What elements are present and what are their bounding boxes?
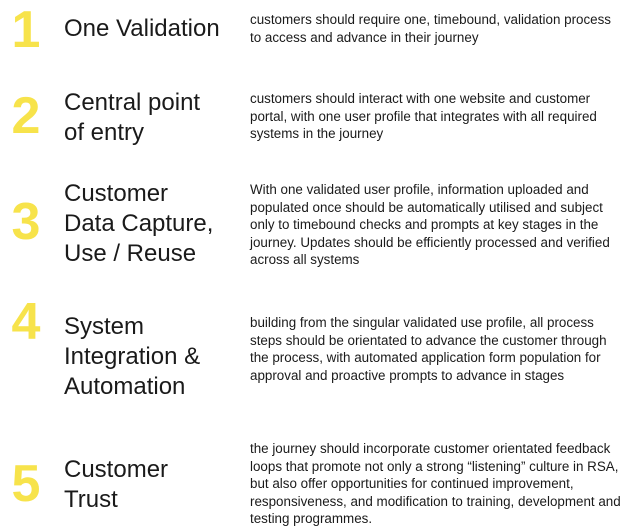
principle-title-1: One Validation [64,15,220,42]
principle-number-2: 2 [11,87,41,145]
principle-title-2: Central point of entry [64,89,201,146]
principle-number-5: 5 [11,455,41,513]
principle-title-4: System Integration & Automation [64,313,201,400]
principle-title-3: Customer Data Capture, Use / Reuse [64,180,214,267]
principle-description-5: the journey should incorporate customer orientated feedback loops that promote not only a strong “listening” culture in RSA, but also offer opportunities for continued improvement, responsiveness, and modification to training, development and testing programmes. [250,441,621,527]
principle-description-4: building from the singular validated use profile, all process steps should be orientated to advance the customer through the process, with automated application form population for approval and proactive prompts to advance in stages [250,315,607,383]
principle-description-1: customers should require one, timebound, validation process to access and advance in their journey [250,12,612,45]
principle-title-5: Customer Trust [64,456,169,513]
principle-number-4: 4 [11,293,41,351]
principle-description-2: customers should interact with one website and customer portal, with one user profile that integrates with all required systems in the journey [250,91,597,142]
principle-number-1: 1 [11,1,41,59]
principle-description-3: With one validated user profile, information uploaded and populated once should be automatically utilised and subject only to timebound checks and prompts at key stages in the journey. Updates should be efficiently processed and verified across all systems [250,182,610,268]
principle-number-3: 3 [11,193,41,251]
